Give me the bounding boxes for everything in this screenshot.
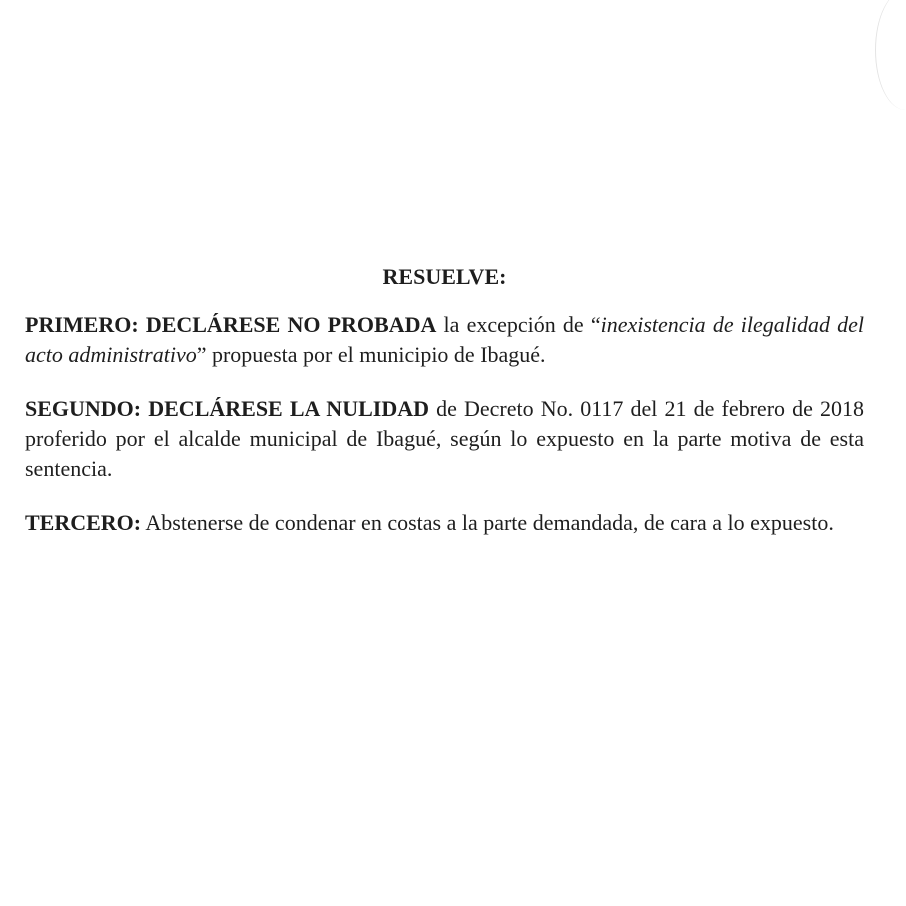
resolution-heading: RESUELVE: [382,264,507,289]
tercero-label: TERCERO: [25,510,142,535]
resolution-document [25,262,864,538]
segundo-label: SEGUNDO: [25,396,142,421]
paragraph-tercero [25,508,864,538]
primero-italic-text: inexistencia de ilegalidad del acto administrativo [25,312,864,367]
page-edge-curl [875,0,906,110]
paragraph-segundo [25,394,864,484]
primero-quote-open: “ [590,312,601,337]
primero-text-before: la excepción de [443,312,584,337]
primero-quote-close: ” [196,342,207,367]
primero-text-after: propuesta por el municipio de Ibagué. [211,342,546,367]
primero-label: PRIMERO: [25,312,139,337]
tercero-text: Abstenerse de condenar en costas a la parte demandada, de cara a lo expuesto. [145,510,834,535]
paragraph-primero [25,310,864,370]
primero-bold-text: DECLÁRESE NO PROBADA [145,312,437,337]
segundo-bold-text: DECLÁRESE LA NULIDAD [148,396,429,421]
segundo-text: de Decreto No. 0117 del 21 de febrero de 2018 proferido por el alcalde municipal de Ibagué, según lo expuesto en la parte motiva de esta sentencia. [25,396,865,481]
